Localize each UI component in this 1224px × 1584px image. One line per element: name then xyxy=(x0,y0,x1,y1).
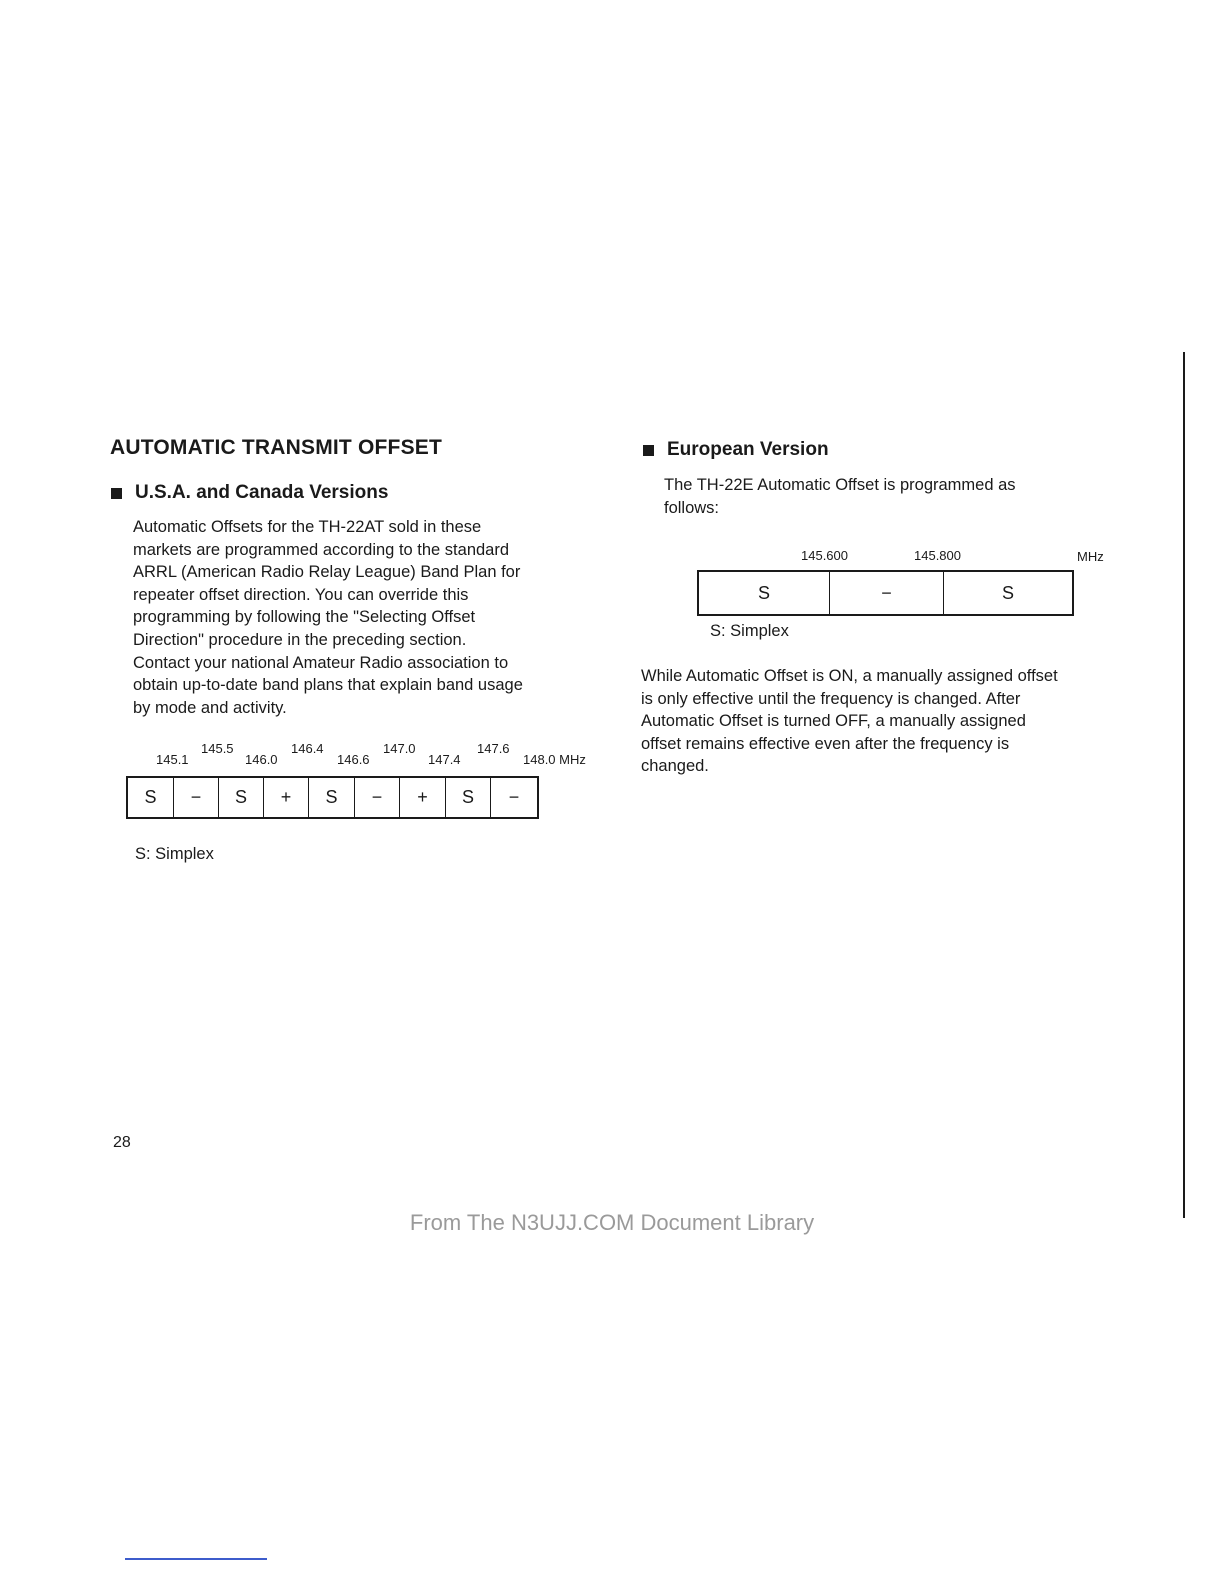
text-line: markets are programmed according to the standard xyxy=(133,540,510,559)
freq-unit: MHz xyxy=(1077,549,1104,564)
text-line: changed. xyxy=(641,757,709,776)
freq-label: 145.1 xyxy=(156,752,189,767)
offset-cell: − xyxy=(355,778,400,817)
text-line: Direction" procedure in the preceding section. xyxy=(133,630,467,649)
page-number: 28 xyxy=(113,1134,131,1151)
offset-cell: − xyxy=(174,778,219,817)
european-legend: S: Simplex xyxy=(710,622,789,640)
offset-cell: S xyxy=(446,778,491,817)
offset-cell: S xyxy=(219,778,264,817)
offset-cell: − xyxy=(830,572,944,614)
freq-label: 147.4 xyxy=(428,752,461,767)
freq-label: 148.0 MHz xyxy=(523,752,586,767)
freq-label: 147.0 xyxy=(383,741,416,756)
text-line: Automatic Offsets for the TH-22AT sold in these xyxy=(133,518,482,536)
usa-heading-text: U.S.A. and Canada Versions xyxy=(135,482,389,503)
bottom-rule xyxy=(125,1558,267,1560)
offset-cell: + xyxy=(400,778,446,817)
text-line: obtain up-to-date band plans that explain band usage xyxy=(133,676,523,695)
offset-cell: + xyxy=(264,778,309,817)
european-heading xyxy=(643,439,829,461)
bullet-icon xyxy=(643,445,654,456)
freq-label: 146.6 xyxy=(337,752,370,767)
usa-legend: S: Simplex xyxy=(135,845,214,863)
freq-label: 147.6 xyxy=(477,741,510,756)
offset-cell: S xyxy=(128,778,174,817)
text-line: offset remains effective even after the frequency is xyxy=(641,734,1010,753)
european-paragraph xyxy=(641,665,1058,778)
freq-label: 146.4 xyxy=(291,741,324,756)
european-offset-table xyxy=(697,570,1074,616)
text-line: While Automatic Offset is ON, a manually assigned offset xyxy=(641,667,1058,685)
text-line: repeater offset direction. You can override this xyxy=(133,585,469,604)
bullet-icon xyxy=(111,488,122,499)
text-line: The TH-22E Automatic Offset is programmed as xyxy=(664,476,1016,494)
offset-cell: S xyxy=(309,778,355,817)
page-title: AUTOMATIC TRANSMIT OFFSET xyxy=(110,436,443,459)
offset-cell: − xyxy=(508,787,520,807)
freq-label: 146.0 xyxy=(245,752,278,767)
text-line: is only effective until the frequency is changed. After xyxy=(641,689,1021,708)
text-line: follows: xyxy=(664,498,720,517)
freq-label: 145.800 xyxy=(914,548,961,563)
text-line: Contact your national Amateur Radio association to xyxy=(133,653,509,672)
text-line: Automatic Offset is turned OFF, a manually assigned xyxy=(641,712,1026,731)
usa-paragraph xyxy=(133,516,523,719)
european-heading-text: European Version xyxy=(667,439,829,460)
freq-label: 145.5 xyxy=(201,741,234,756)
offset-cell: S xyxy=(699,572,830,614)
text-line: by mode and activity. xyxy=(133,698,287,717)
usa-heading xyxy=(111,482,388,504)
freq-label: 145.600 xyxy=(801,548,848,563)
usa-offset-table xyxy=(126,776,539,819)
footer-watermark: From The N3UJJ.COM Document Library xyxy=(409,1210,815,1235)
european-intro xyxy=(664,474,1016,519)
text-line: ARRL (American Radio Relay League) Band Plan for xyxy=(133,563,521,582)
scan-edge-line xyxy=(1183,352,1185,1218)
offset-cell: S xyxy=(1001,582,1014,603)
text-line: programming by following the "Selecting Offset xyxy=(133,608,476,627)
